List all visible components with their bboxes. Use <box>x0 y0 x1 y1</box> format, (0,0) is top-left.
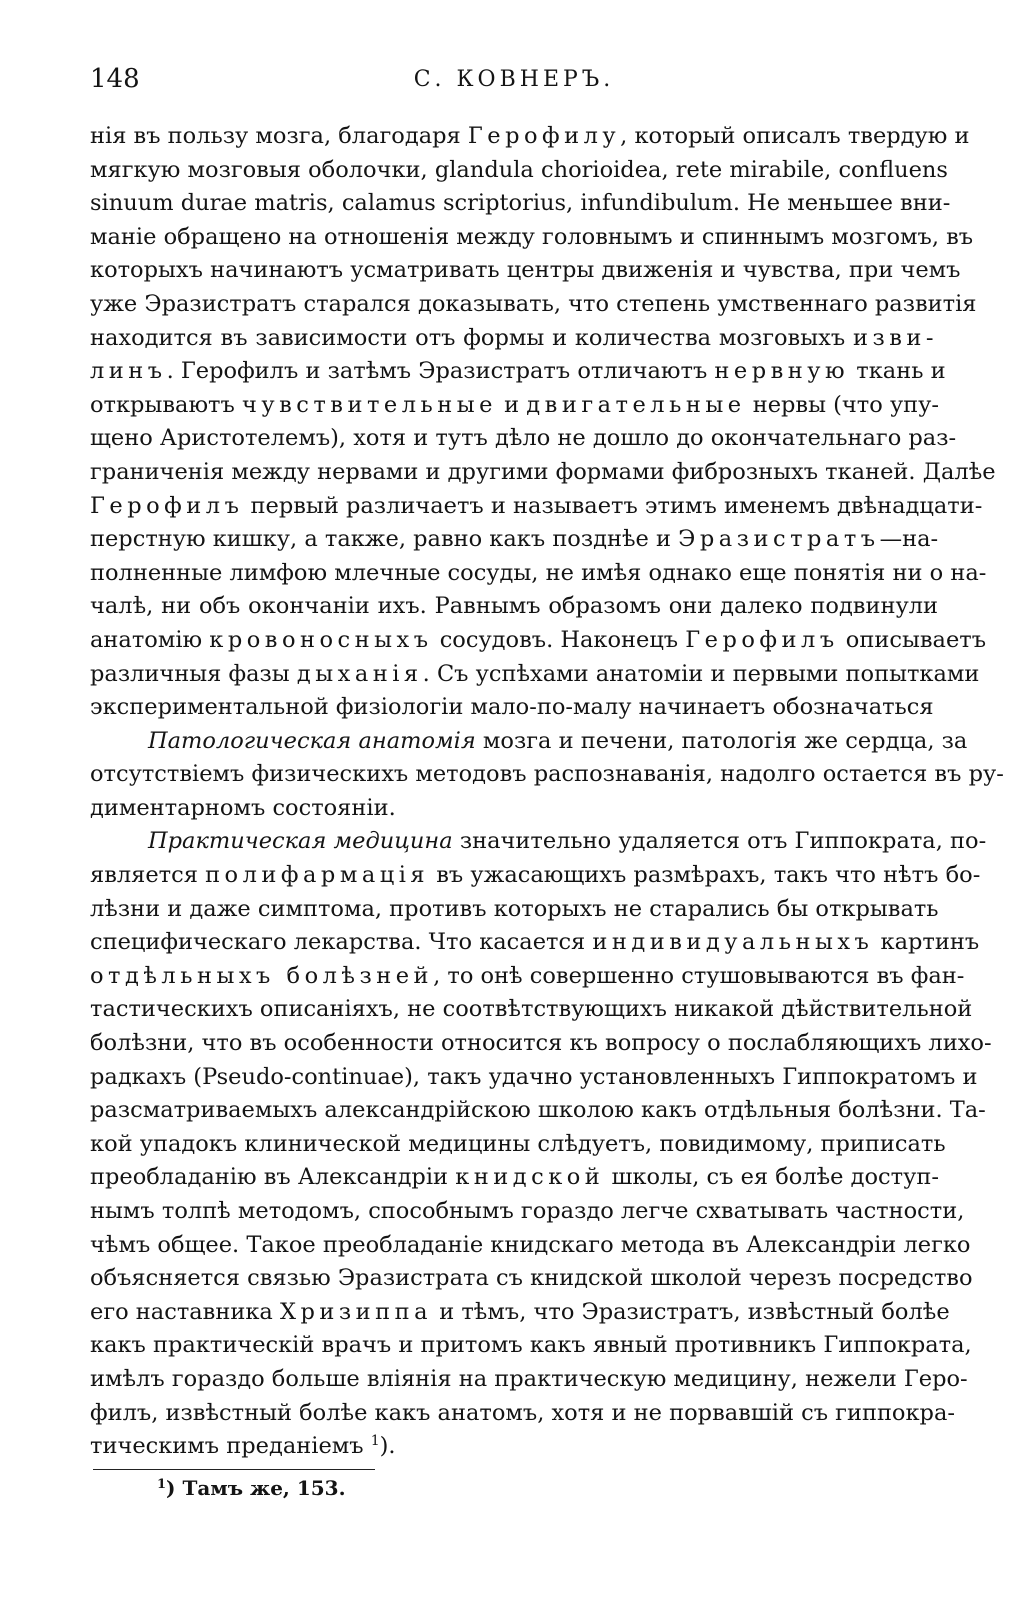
text-line <box>90 288 977 322</box>
paragraph <box>90 825 992 1463</box>
text-line <box>90 1229 971 1263</box>
spaced-term: Хризиппа <box>279 1298 433 1325</box>
text-line <box>90 1329 972 1363</box>
text-run: болѣзни, что въ особенности относится къ вопросу о послабляющихъ лихо- <box>90 1030 992 1057</box>
text-line <box>90 758 1004 792</box>
text-run: первый различаетъ и называетъ этимъ именемъ двѣнадцати- <box>243 492 983 519</box>
text-run: перстную кишку, а также, равно какъ позднѣе и <box>90 526 679 553</box>
text-line <box>90 926 980 960</box>
text-line <box>90 120 970 154</box>
text-line <box>90 1430 938 1464</box>
text-line <box>90 154 948 188</box>
spaced-term: Герофилъ <box>685 626 839 653</box>
text-run: тастическихъ описаніяхъ, не соотвѣтствующихъ никакой дѣйствительной <box>90 996 973 1023</box>
text-run: sinuum durae matris, calamus scriptorius, infundibulum. Не меньшее вни- <box>90 190 951 217</box>
text-run: преобладанію въ Александріи <box>90 1164 456 1191</box>
text-run: картинъ <box>873 929 980 956</box>
text-line <box>90 389 938 423</box>
text-run: диментарномъ состояніи. <box>90 794 396 821</box>
text-run: экспериментальной физіологіи мало-по-малу начинаетъ обозначаться <box>90 694 934 721</box>
text-run: разсматриваемыхъ александрійскою школою какъ отдѣльныя болѣзни. Та- <box>90 1097 986 1124</box>
text-run: описываетъ <box>838 626 987 653</box>
text-run: различныя фазы <box>90 660 297 687</box>
text-run: является <box>90 862 206 889</box>
text-run: маніе обращено на отношенія между головнымъ и спиннымъ мозгомъ, въ <box>90 223 974 250</box>
text-line <box>90 1161 938 1195</box>
text-line <box>90 624 987 658</box>
paragraph <box>90 725 1004 826</box>
text-run: , который описалъ твердую и <box>620 123 970 149</box>
text-line <box>90 1094 986 1128</box>
text-line <box>90 1195 965 1229</box>
text-line <box>90 1397 955 1431</box>
spaced-term: Герофилъ <box>90 492 244 519</box>
spaced-term: индивидуальныхъ <box>592 929 874 956</box>
text-run: филъ, извѣстный болѣе какъ анатомъ, хотя и не порвавшій съ гиппокра- <box>90 1399 955 1426</box>
text-run: лѣзни и даже симптома, противъ которыхъ не старались бы открывать <box>90 895 939 922</box>
text-line <box>90 355 946 389</box>
spaced-term: линъ <box>90 358 167 385</box>
text-line <box>90 859 981 893</box>
text-run: находится въ зависимости отъ формы и количества мозговыхъ <box>90 324 853 351</box>
text-run: радкахъ (Pseudo-continuae), такъ удачно установленныхъ Гиппократомъ и <box>90 1063 978 1090</box>
text-line <box>90 658 980 692</box>
text-run: отсутствіемъ физическихъ методовъ распознаванія, надолго остается въ ру- <box>90 761 1004 788</box>
text-run: открываютъ <box>90 391 242 418</box>
text-run: нія въ пользу мозга, благодаря <box>90 123 468 149</box>
spaced-term: книдской <box>455 1164 605 1191</box>
text-line <box>90 993 973 1027</box>
page-header <box>90 64 938 104</box>
running-title: С. КОВНЕРЪ. <box>413 67 615 92</box>
spaced-term: нервную <box>714 358 850 385</box>
text-run: полненные лимфою млечные сосуды, не имѣя однако еще понятія ни о на- <box>90 559 987 586</box>
text-run: въ ужасающихъ размѣрахъ, такъ что нѣтъ бо- <box>429 862 981 889</box>
text-run: сосудовъ. Наконецъ <box>432 626 686 653</box>
text-run: ). <box>379 1433 396 1460</box>
text-run: кой упадокъ клинической медицины слѣдуетъ, повидимому, приписать <box>90 1130 946 1157</box>
spaced-term: отдѣльныхъ болѣзней <box>90 962 434 989</box>
text-line <box>90 1027 992 1061</box>
italic-term: Патологическая анатомія <box>148 727 476 754</box>
page-number: 148 <box>90 64 140 94</box>
text-run: нервы (что упу- <box>745 391 940 418</box>
text-run: . Съ успѣхами анатоміи и первыми попытками <box>422 660 980 687</box>
text-run: значительно удаляется отъ Гиппократа, по- <box>452 828 987 855</box>
spaced-term: Герофилу <box>467 123 621 149</box>
text-line <box>90 1128 946 1162</box>
spaced-term: дыханія <box>296 660 423 687</box>
text-run: специфическаго лекарства. Что касается <box>90 929 593 956</box>
paragraph <box>90 120 996 725</box>
spaced-term: Эразистратъ <box>678 526 880 553</box>
spaced-term: кровоносныхъ <box>209 626 433 653</box>
text-run: мозга и печени, патологія же сердца, за <box>475 727 968 754</box>
text-run: щено Аристотелемъ), хотя и тутъ дѣло не дошло до окончательнаго раз- <box>90 425 957 452</box>
spaced-term: полифармація <box>205 862 430 889</box>
text-line <box>90 893 938 927</box>
text-line <box>90 254 961 288</box>
text-line <box>90 1363 968 1397</box>
text-run: его наставника <box>90 1298 280 1325</box>
text-line <box>90 322 938 356</box>
text-line <box>90 960 965 994</box>
text-run: ткань и <box>849 358 946 385</box>
text-line <box>90 792 938 826</box>
text-run: тическимъ преданіемъ <box>90 1433 371 1460</box>
text-line <box>90 1296 950 1330</box>
text-run: , то онѣ совершенно стушовываются въ фан- <box>433 962 965 989</box>
text-run: уже Эразистратъ старался доказывать, что степень умственнаго развитія <box>90 290 977 317</box>
text-line <box>90 725 968 759</box>
text-run: анатомію <box>90 626 210 653</box>
spaced-term: двигательные <box>526 391 746 418</box>
footnote-marker: 1 <box>157 1477 167 1492</box>
text-line <box>90 490 983 524</box>
footnote-text: ) Тамъ же, 153. <box>166 1476 346 1500</box>
text-run: нымъ толпѣ методомъ, способнымъ гораздо легче схватывать частности, <box>90 1198 965 1224</box>
text-line <box>90 557 987 591</box>
spaced-term: изви- <box>852 324 938 351</box>
text-line <box>90 456 996 490</box>
spaced-term: чувствительные <box>241 391 497 418</box>
text-line <box>90 523 938 557</box>
text-run: мягкую мозговыя оболочки, glandula chorioidea, rete mirabile, confluens <box>90 156 948 183</box>
footnote <box>157 1472 346 1501</box>
text-run: граниченія между нервами и другими формами фиброзныхъ тканей. Далѣе <box>90 458 996 485</box>
text-run: чѣмъ общее. Такое преобладаніе книдскаго метода въ Александріи легко <box>90 1231 971 1258</box>
text-run: и тѣмъ, что Эразистратъ, извѣстный болѣе <box>432 1298 950 1325</box>
text-run: которыхъ начинаютъ усматривать центры движенія и чувства, при чемъ <box>90 257 961 284</box>
italic-term: Практическая медицина <box>148 828 453 855</box>
text-run: чалѣ, ни объ окончаніи ихъ. Равнымъ образомъ они далеко подвинули <box>90 593 938 620</box>
text-run: школы, съ ея болѣе доступ- <box>604 1164 939 1191</box>
text-line <box>90 422 957 456</box>
body-text <box>90 120 1004 1464</box>
text-line <box>90 825 987 859</box>
text-run: и <box>496 391 527 418</box>
text-run: какъ практическій врачъ и притомъ какъ явный противникъ Гиппократа, <box>90 1332 972 1359</box>
footnote-ref: 1 <box>370 1433 380 1450</box>
text-run: имѣлъ гораздо больше вліянія на практическую медицину, нежели Геро- <box>90 1365 968 1392</box>
text-line <box>90 187 951 221</box>
text-line <box>90 1061 978 1095</box>
text-line <box>90 691 938 725</box>
text-run: объясняется связью Эразистрата съ книдской школой черезъ посредство <box>90 1265 973 1292</box>
text-run: . Герофилъ и затѣмъ Эразистратъ отличаютъ <box>166 358 715 385</box>
text-line <box>90 590 938 624</box>
text-line <box>90 1262 973 1296</box>
text-run: —на- <box>879 526 939 553</box>
text-line <box>90 221 974 255</box>
footnote-rule <box>93 1469 375 1470</box>
